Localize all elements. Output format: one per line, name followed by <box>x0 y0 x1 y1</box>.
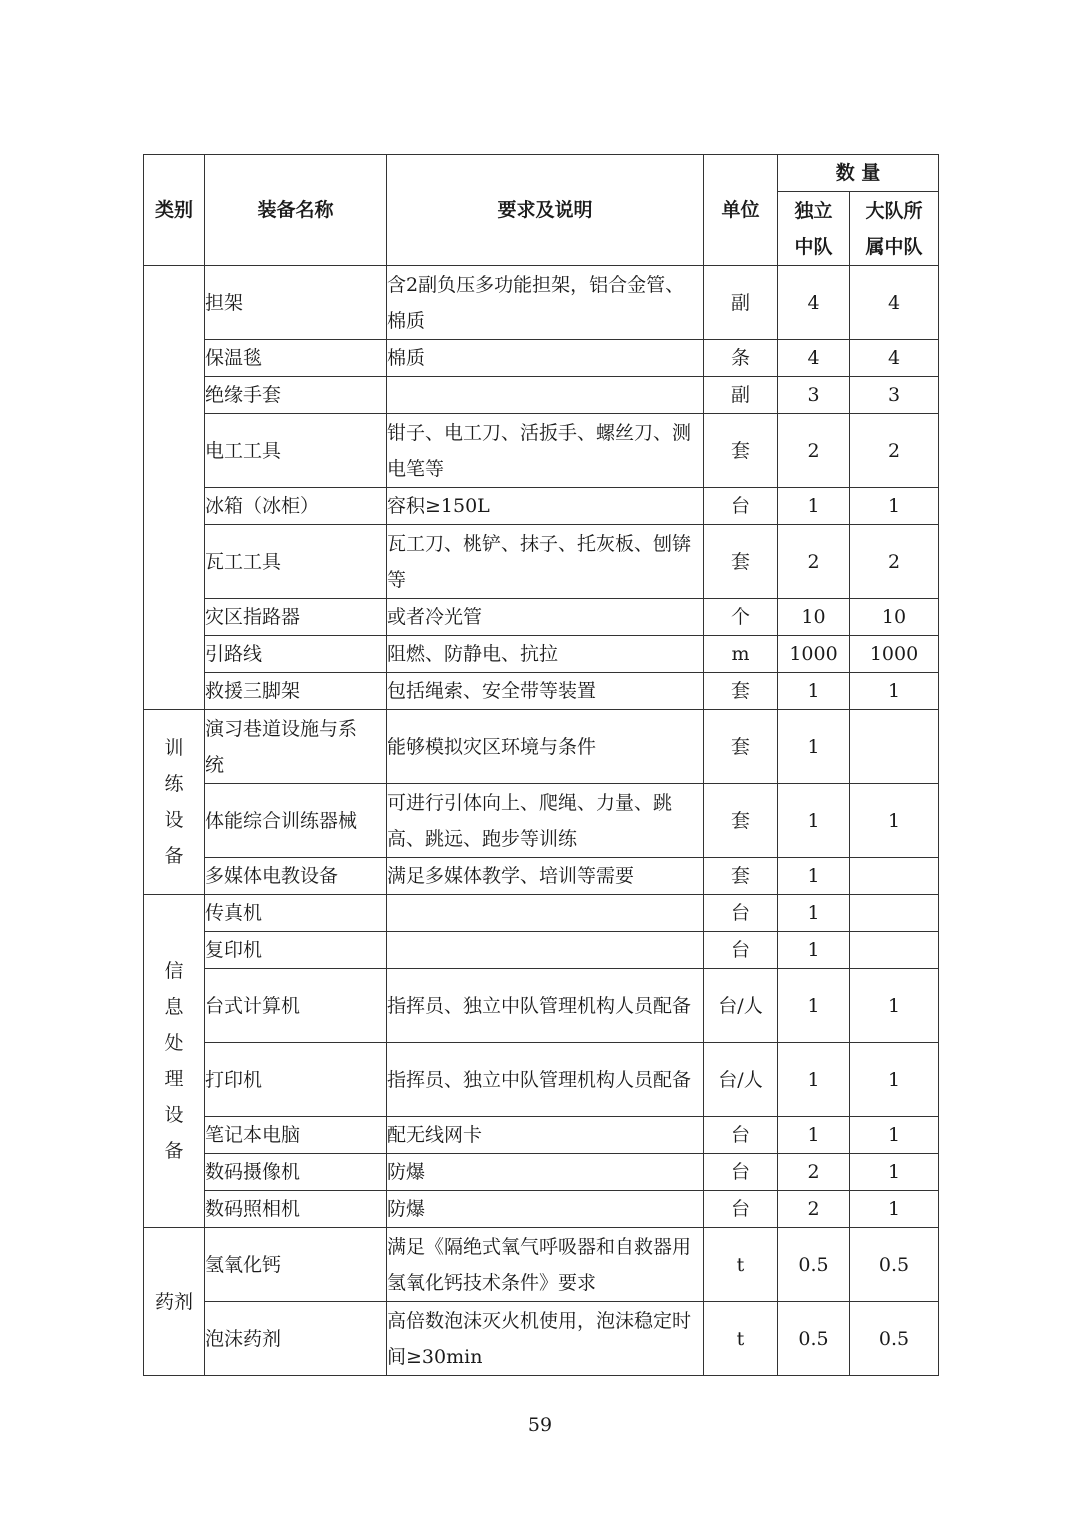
independent-qty-cell: 1 <box>778 488 850 525</box>
brigade-qty-cell: 1 <box>850 673 939 710</box>
requirement-cell: 可进行引体向上、爬绳、力量、跳高、跳远、跑步等训练 <box>387 784 704 858</box>
equipment-name-cell: 灾区指路器 <box>205 599 387 636</box>
table-row <box>144 1302 939 1376</box>
header-independent-squad <box>778 192 850 266</box>
brigade-qty-cell <box>850 932 939 969</box>
requirement-cell: 指挥员、独立中队管理机构人员配备 <box>387 969 704 1043</box>
independent-qty-cell: 1 <box>778 1117 850 1154</box>
brigade-qty-cell: 4 <box>850 340 939 377</box>
header-quantity: 数 量 <box>778 155 939 192</box>
table-row <box>144 895 939 932</box>
unit-cell: 台 <box>704 1154 778 1191</box>
independent-qty-cell: 1 <box>778 673 850 710</box>
requirement-cell: 满足多媒体教学、培训等需要 <box>387 858 704 895</box>
category-cell: 训练设备 <box>144 710 205 895</box>
equipment-name-cell: 引路线 <box>205 636 387 673</box>
independent-qty-cell: 1 <box>778 1043 850 1117</box>
unit-cell: 套 <box>704 710 778 784</box>
header-brigade-line1: 大队所 <box>865 199 923 222</box>
unit-cell: 个 <box>704 599 778 636</box>
header-name: 装备名称 <box>205 155 387 266</box>
unit-cell: 套 <box>704 858 778 895</box>
equipment-name-cell: 数码照相机 <box>205 1191 387 1228</box>
unit-cell: 台 <box>704 932 778 969</box>
equipment-name-cell: 复印机 <box>205 932 387 969</box>
requirement-cell: 能够模拟灾区环境与条件 <box>387 710 704 784</box>
brigade-qty-cell: 1 <box>850 1154 939 1191</box>
independent-qty-cell: 2 <box>778 525 850 599</box>
unit-cell: 套 <box>704 525 778 599</box>
requirement-cell: 钳子、电工刀、活扳手、螺丝刀、测电笔等 <box>387 414 704 488</box>
equipment-name-cell: 担架 <box>205 266 387 340</box>
category-cell: 信息处理设备 <box>144 895 205 1228</box>
table-row <box>144 1191 939 1228</box>
table-row <box>144 784 939 858</box>
unit-cell: t <box>704 1228 778 1302</box>
independent-qty-cell: 1 <box>778 895 850 932</box>
equipment-name-cell: 体能综合训练器械 <box>205 784 387 858</box>
unit-cell: 台 <box>704 1117 778 1154</box>
unit-cell: 台 <box>704 1191 778 1228</box>
brigade-qty-cell: 0.5 <box>850 1228 939 1302</box>
equipment-name-cell: 多媒体电教设备 <box>205 858 387 895</box>
header-brigade-squad <box>850 192 939 266</box>
brigade-qty-cell: 0.5 <box>850 1302 939 1376</box>
independent-qty-cell: 1 <box>778 858 850 895</box>
independent-qty-cell: 0.5 <box>778 1228 850 1302</box>
equipment-name-cell: 演习巷道设施与系统 <box>205 710 387 784</box>
brigade-qty-cell <box>850 710 939 784</box>
requirement-cell: 容积≥150L <box>387 488 704 525</box>
equipment-name-cell: 泡沫药剂 <box>205 1302 387 1376</box>
brigade-qty-cell: 2 <box>850 414 939 488</box>
requirement-cell: 防爆 <box>387 1191 704 1228</box>
table-row <box>144 1043 939 1117</box>
brigade-qty-cell: 1000 <box>850 636 939 673</box>
category-cell: 药剂 <box>144 1228 205 1376</box>
table-row <box>144 673 939 710</box>
unit-cell: 台/人 <box>704 1043 778 1117</box>
table-row <box>144 932 939 969</box>
requirement-cell: 配无线网卡 <box>387 1117 704 1154</box>
table-row <box>144 858 939 895</box>
table-row <box>144 488 939 525</box>
requirement-cell: 指挥员、独立中队管理机构人员配备 <box>387 1043 704 1117</box>
requirement-cell: 包括绳索、安全带等装置 <box>387 673 704 710</box>
brigade-qty-cell <box>850 895 939 932</box>
unit-cell: 台/人 <box>704 969 778 1043</box>
unit-cell: 副 <box>704 266 778 340</box>
brigade-qty-cell: 1 <box>850 969 939 1043</box>
table-row <box>144 1228 939 1302</box>
brigade-qty-cell <box>850 858 939 895</box>
equipment-name-cell: 打印机 <box>205 1043 387 1117</box>
page-number: 59 <box>527 1414 553 1436</box>
brigade-qty-cell: 3 <box>850 377 939 414</box>
requirement-cell: 满足《隔绝式氧气呼吸器和自救器用氢氧化钙技术条件》要求 <box>387 1228 704 1302</box>
requirement-cell <box>387 377 704 414</box>
equipment-name-cell: 瓦工工具 <box>205 525 387 599</box>
requirement-cell: 含2副负压多功能担架，铝合金管、棉质 <box>387 266 704 340</box>
equipment-name-cell: 台式计算机 <box>205 969 387 1043</box>
independent-qty-cell: 1 <box>778 932 850 969</box>
header-independent-line2: 中队 <box>794 235 833 258</box>
requirement-cell: 阻燃、防静电、抗拉 <box>387 636 704 673</box>
table-body <box>144 266 939 1376</box>
table-row <box>144 525 939 599</box>
equipment-name-cell: 保温毯 <box>205 340 387 377</box>
unit-cell: t <box>704 1302 778 1376</box>
equipment-name-cell: 笔记本电脑 <box>205 1117 387 1154</box>
requirement-cell: 或者冷光管 <box>387 599 704 636</box>
header-independent-line1: 独立 <box>794 199 833 222</box>
brigade-qty-cell: 2 <box>850 525 939 599</box>
unit-cell: 台 <box>704 488 778 525</box>
table-row <box>144 340 939 377</box>
table-row <box>144 710 939 784</box>
table-row <box>144 1154 939 1191</box>
table-row <box>144 599 939 636</box>
unit-cell: 台 <box>704 895 778 932</box>
unit-cell: 套 <box>704 673 778 710</box>
table-row <box>144 266 939 340</box>
independent-qty-cell: 1 <box>778 710 850 784</box>
brigade-qty-cell: 1 <box>850 784 939 858</box>
table-header <box>144 155 939 266</box>
table-row <box>144 1117 939 1154</box>
requirement-cell: 棉质 <box>387 340 704 377</box>
equipment-name-cell: 救援三脚架 <box>205 673 387 710</box>
unit-cell: 套 <box>704 784 778 858</box>
equipment-table <box>143 154 939 1376</box>
header-unit: 单位 <box>704 155 778 266</box>
equipment-name-cell: 氢氧化钙 <box>205 1228 387 1302</box>
equipment-name-cell: 传真机 <box>205 895 387 932</box>
unit-cell: m <box>704 636 778 673</box>
equipment-name-cell: 数码摄像机 <box>205 1154 387 1191</box>
independent-qty-cell: 10 <box>778 599 850 636</box>
requirement-cell: 瓦工刀、桃铲、抹子、托灰板、刨锛等 <box>387 525 704 599</box>
independent-qty-cell: 2 <box>778 1191 850 1228</box>
table-row <box>144 636 939 673</box>
requirement-cell <box>387 932 704 969</box>
table-row <box>144 414 939 488</box>
category-cell <box>144 266 205 710</box>
brigade-qty-cell: 1 <box>850 1043 939 1117</box>
table-row <box>144 377 939 414</box>
equipment-name-cell: 冰箱（冰柜） <box>205 488 387 525</box>
independent-qty-cell: 3 <box>778 377 850 414</box>
table-row <box>144 969 939 1043</box>
header-requirement: 要求及说明 <box>387 155 704 266</box>
unit-cell: 副 <box>704 377 778 414</box>
brigade-qty-cell: 10 <box>850 599 939 636</box>
independent-qty-cell: 4 <box>778 340 850 377</box>
independent-qty-cell: 4 <box>778 266 850 340</box>
requirement-cell: 防爆 <box>387 1154 704 1191</box>
independent-qty-cell: 1 <box>778 969 850 1043</box>
independent-qty-cell: 1 <box>778 784 850 858</box>
independent-qty-cell: 1000 <box>778 636 850 673</box>
equipment-name-cell: 电工工具 <box>205 414 387 488</box>
independent-qty-cell: 2 <box>778 1154 850 1191</box>
header-category: 类别 <box>144 155 205 266</box>
independent-qty-cell: 2 <box>778 414 850 488</box>
header-brigade-line2: 属中队 <box>865 235 923 258</box>
brigade-qty-cell: 1 <box>850 488 939 525</box>
requirement-cell <box>387 895 704 932</box>
brigade-qty-cell: 4 <box>850 266 939 340</box>
unit-cell: 条 <box>704 340 778 377</box>
brigade-qty-cell: 1 <box>850 1191 939 1228</box>
equipment-name-cell: 绝缘手套 <box>205 377 387 414</box>
brigade-qty-cell: 1 <box>850 1117 939 1154</box>
independent-qty-cell: 0.5 <box>778 1302 850 1376</box>
requirement-cell: 高倍数泡沫灭火机使用，泡沫稳定时间≥30min <box>387 1302 704 1376</box>
unit-cell: 套 <box>704 414 778 488</box>
